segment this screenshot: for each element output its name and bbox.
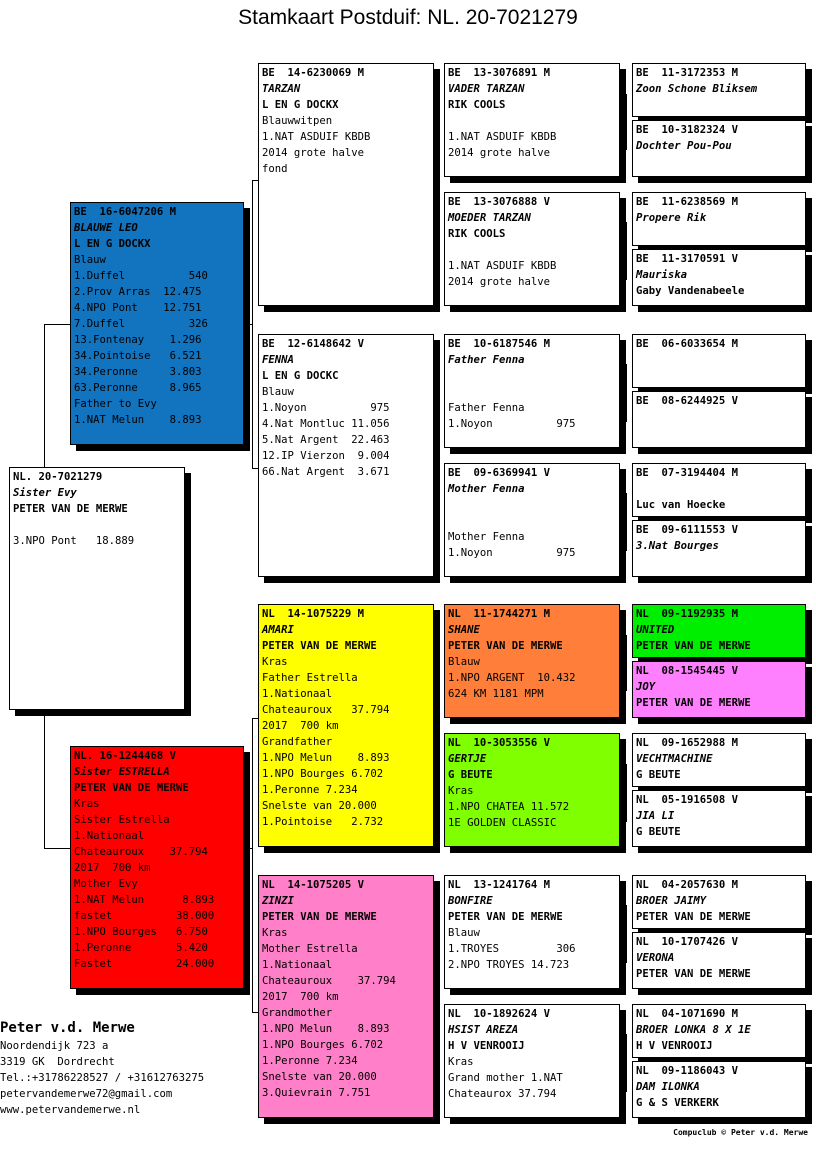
ring-number: BE 13-3076888 V (448, 196, 551, 208)
pigeon-name: BROER JAIMY (636, 895, 707, 907)
pedigree-card-sdd[interactable] (444, 463, 620, 577)
card-info-line: Blauw (262, 386, 294, 398)
breeder-name: G BEUTE (636, 826, 681, 838)
card-info-line: fond (262, 163, 288, 175)
pedigree-card-ssd[interactable] (444, 192, 620, 306)
ring-number: NL. 16-1244468 V (74, 750, 177, 762)
card-info-line: 1.NAT ASDUIF KBDB (448, 260, 557, 272)
connector (626, 222, 627, 280)
connector (438, 930, 439, 1058)
pedigree-card-dam[interactable] (70, 746, 244, 989)
pigeon-name: ZINZI (262, 895, 294, 907)
card-info-line: 1.Nationaal (262, 688, 333, 700)
connector (626, 635, 627, 691)
ring-number: BE 13-3076891 M (448, 67, 551, 79)
ring-number: NL 11-1744271 M (448, 608, 551, 620)
ring-number: BE 11-3172353 M (636, 67, 739, 79)
card-info-line: Chateauroux 37.794 (74, 846, 208, 858)
card-info-line: 1.Peronne 5.420 (74, 942, 208, 954)
card-info-line (448, 513, 616, 529)
ring-number: NL 14-1075229 M (262, 608, 365, 620)
pigeon-name: 3.Nat Bourges (636, 540, 719, 552)
owner-block (0, 1018, 204, 1118)
card-info-line: 1.NAT Melun 8.893 (74, 414, 202, 426)
breeder-name: H V VENROOIJ (448, 1040, 525, 1052)
card-info-line: Grandmother (262, 1007, 333, 1019)
card-info-line (448, 384, 616, 400)
ring-number: NL 04-1071690 M (636, 1008, 739, 1020)
pigeon-name: Father Fenna (448, 354, 525, 366)
card-info-line (448, 113, 616, 129)
pedigree-card-sire[interactable] (70, 202, 244, 445)
connector (626, 364, 627, 422)
connector (252, 718, 253, 1012)
breeder-name: PETER VAN DE MERWE (262, 640, 377, 652)
card-info-line: Mother Evy (74, 878, 138, 890)
pedigree-card-ddd[interactable] (444, 1004, 620, 1118)
connector (244, 848, 252, 849)
card-info-line: Chateauroux 37.794 (262, 704, 390, 716)
card-info-line: 1.Noyon 975 (448, 418, 576, 430)
breeder-name: Gaby Vandenabeele (636, 285, 745, 297)
card-info-line: Grandfather (262, 736, 333, 748)
ring-number: NL 09-1192935 M (636, 608, 739, 620)
pedigree-card-g12[interactable] (632, 790, 806, 847)
connector (626, 493, 627, 551)
connector (44, 324, 70, 325)
breeder-name: PETER VAN DE MERWE (74, 782, 189, 794)
breeder-name: PETER VAN DE MERWE (262, 911, 377, 923)
breeder-name: PETER VAN DE MERWE (636, 640, 751, 652)
connector (244, 324, 252, 325)
card-info-line: 4.Nat Montluc 11.056 (262, 418, 390, 430)
pigeon-name: FENNA (262, 354, 294, 366)
owner-website[interactable]: www.petervandemerwe.nl (0, 1104, 141, 1116)
card-info-line: 1.Peronne 7.234 (262, 784, 358, 796)
pigeon-name: HSIST AREZA (448, 1024, 519, 1036)
pedigree-card-g7[interactable] (632, 463, 806, 517)
breeder-name: PETER VAN DE MERWE (636, 911, 751, 923)
card-info-line: 66.Nat Argent 3.671 (262, 466, 390, 478)
pedigree-card-g9[interactable] (632, 604, 806, 658)
connector (438, 118, 439, 248)
card-info-line: Snelste van 20.000 (262, 800, 377, 812)
ring-number: BE 11-6238569 M (636, 196, 739, 208)
card-info-line: Snelste van 20.000 (262, 1071, 377, 1083)
pigeon-name: UNITED (636, 624, 675, 636)
connector (626, 94, 627, 150)
card-info-line: 2014 grote halve (448, 147, 551, 159)
ring-number: NL 13-1241764 M (448, 879, 551, 891)
ring-number: NL 14-1075205 V (262, 879, 365, 891)
pigeon-name: VERONA (636, 952, 675, 964)
pedigree-card-g2[interactable] (632, 120, 806, 177)
card-info-line: Mother Fenna (448, 531, 525, 543)
breeder-name: PETER VAN DE MERWE (448, 640, 563, 652)
card-info-line: Blauw (448, 656, 480, 668)
breeder-name: G & S VERKERK (636, 1097, 719, 1109)
card-info-line: Father to Evy (74, 398, 157, 410)
pigeon-name: BLAUWE LEO (74, 222, 138, 234)
connector (626, 764, 627, 822)
breeder-name: L EN G DOCKC (262, 370, 339, 382)
card-info-line: Blauw (74, 254, 106, 266)
card-info-line: Chateaurox 37.794 (448, 1088, 557, 1100)
card-info-line: 1.Noyon 975 (448, 547, 576, 559)
pigeon-name: BROER LONKA 8 X 1E (636, 1024, 751, 1036)
card-info-line: 4.NPO Pont 12.751 (74, 302, 202, 314)
pedigree-card-g15[interactable] (632, 1004, 806, 1058)
ring-number: NL 09-1652988 M (636, 737, 739, 749)
pedigree-card-dam-dam[interactable] (258, 875, 434, 1118)
card-info-line: 1.NPO Bourges 6.702 (262, 1039, 384, 1051)
breeder-name: G BEUTE (636, 769, 681, 781)
pedigree-card-subject[interactable] (9, 467, 185, 710)
card-info-line: 7.Duffel 326 (74, 318, 208, 330)
card-info-line: 2.NPO TROYES 14.723 (448, 959, 570, 971)
card-info-line: 3.Quievrain 7.751 (262, 1087, 371, 1099)
ring-number: NL 10-3053556 V (448, 737, 551, 749)
page-title: Stamkaart Postduif: NL. 20-7021279 (238, 6, 578, 29)
card-info-line: 12.IP Vierzon 9.004 (262, 450, 390, 462)
pigeon-name: Sister ESTRELLA (74, 766, 170, 778)
breeder-name (448, 497, 616, 513)
card-info-line: 13.Fontenay 1.296 (74, 334, 202, 346)
pedigree-card-g14[interactable] (632, 932, 806, 989)
card-info-line: Kras (74, 798, 100, 810)
pigeon-name: MOEDER TARZAN (448, 212, 531, 224)
owner-address: Noordendijk 723 a (0, 1040, 109, 1052)
breeder-name: G BEUTE (448, 769, 493, 781)
pedigree-card-g11[interactable] (632, 733, 806, 787)
breeder-name: PETER VAN DE MERWE (13, 503, 128, 515)
owner-city: 3319 GK Dordrecht (0, 1056, 115, 1068)
card-info-line: 1.NAT Melun 8.893 (74, 894, 215, 906)
card-info-line: Fastet 24.000 (74, 958, 215, 970)
breeder-name: Luc van Hoecke (636, 499, 726, 511)
card-info-line: Kras (448, 1056, 474, 1068)
owner-phone: Tel.:+31786228527 / +31612763275 (0, 1072, 205, 1084)
pedigree-card-dam-sire[interactable] (258, 604, 434, 847)
pigeon-name: DAM ILONKA (636, 1081, 700, 1093)
pedigree-card-dsd[interactable] (444, 733, 620, 847)
pedigree-card-dds[interactable] (444, 875, 620, 989)
breeder-name: L EN G DOCKX (74, 238, 151, 250)
card-info-line: Kras (262, 927, 288, 939)
card-info-line: 1.Nationaal (74, 830, 145, 842)
pedigree-card-g6[interactable] (632, 391, 806, 448)
card-info-line: 1.Peronne 7.234 (262, 1055, 358, 1067)
connector (44, 848, 70, 849)
breeder-name: H V VENROOIJ (636, 1040, 713, 1052)
pedigree-card-g10[interactable] (632, 661, 806, 718)
pigeon-name: VECHTMACHINE (636, 753, 713, 765)
ring-number: BE 06-6033654 M (636, 338, 739, 350)
ring-number: BE 09-6111553 V (636, 524, 739, 536)
card-info-line: Grand mother 1.NAT (448, 1072, 563, 1084)
pedigree-card-sds[interactable] (444, 334, 620, 448)
ring-number: BE 07-3194404 M (636, 467, 739, 479)
card-info-line: 34.Pointoise 6.521 (74, 350, 202, 362)
breeder-name: RIK COOLS (448, 99, 506, 111)
pigeon-name: JIA LI (636, 810, 675, 822)
card-info-line: 1.Nationaal (262, 959, 333, 971)
card-info-line: Blauwwitpen (262, 115, 333, 127)
ring-number: BE 10-3182324 V (636, 124, 739, 136)
pedigree-card-sire-sire[interactable] (258, 63, 434, 306)
pigeon-name: Zoon Schone Bliksem (636, 83, 758, 95)
card-info-line: Kras (262, 656, 288, 668)
ring-number: BE 08-6244925 V (636, 395, 739, 407)
ring-number: BE 11-3170591 V (636, 253, 739, 265)
card-info-line: 3.NPO Pont 18.889 (13, 535, 135, 547)
ring-number: NL 10-1707426 V (636, 936, 739, 948)
connector (252, 180, 253, 468)
connector (438, 405, 439, 533)
owner-name: Peter v.d. Merwe (0, 1020, 135, 1036)
card-info-line: 1.NPO Melun 8.893 (262, 1023, 390, 1035)
pigeon-name: VADER TARZAN (448, 83, 525, 95)
pedigree-card-dss[interactable] (444, 604, 620, 718)
connector (44, 710, 45, 848)
ring-number: NL 08-1545445 V (636, 665, 739, 677)
pedigree-card-sss[interactable] (444, 63, 620, 177)
ring-number: NL 09-1186043 V (636, 1065, 739, 1077)
ring-number: NL 05-1916508 V (636, 794, 739, 806)
card-info-line: 1.NPO CHATEA 11.572 (448, 801, 570, 813)
pigeon-name: JOY (636, 681, 656, 693)
card-info-line: Father Fenna (448, 402, 525, 414)
ring-number: BE 09-6369941 V (448, 467, 551, 479)
card-info-line: Mother Estrella (262, 943, 358, 955)
pigeon-name (636, 481, 802, 497)
card-info-line: 1.NAT ASDUIF KBDB (262, 131, 371, 143)
card-info-line: 1.TROYES 306 (448, 943, 576, 955)
card-info-line: 1.NPO Melun 8.893 (262, 752, 390, 764)
breeder-name: PETER VAN DE MERWE (636, 697, 751, 709)
card-info-line: 1.NPO Bourges 6.750 (74, 926, 208, 938)
card-info-line: 2014 grote halve (262, 147, 365, 159)
card-info-line: 2017 700 km (262, 720, 339, 732)
card-info-line (13, 517, 181, 533)
card-info-line: 1.NAT ASDUIF KBDB (448, 131, 557, 143)
breeder-name (448, 368, 616, 384)
card-info-line: 2014 grote halve (448, 276, 551, 288)
card-info-line: 34.Peronne 3.803 (74, 366, 202, 378)
card-info-line: 1.Noyon 975 (262, 402, 390, 414)
card-info-line: 1.Pointoise 2.732 (262, 816, 384, 828)
card-info-line: Chateauroux 37.794 (262, 975, 396, 987)
pedigree-card-g1[interactable] (632, 63, 806, 117)
card-info-line: Kras (448, 785, 474, 797)
card-info-line: 1.NPO ARGENT 10.432 (448, 672, 576, 684)
pedigree-card-g5[interactable] (632, 334, 806, 388)
footer-credit: Compuclub © Peter v.d. Merwe (673, 1128, 808, 1137)
pigeon-name: BONFIRE (448, 895, 493, 907)
ring-number: BE 14-6230069 M (262, 67, 365, 79)
card-info-line: Blauw (448, 927, 480, 939)
pigeon-name: AMARI (262, 624, 294, 636)
ring-number: BE 12-6148642 V (262, 338, 365, 350)
pigeon-name: Mother Fenna (448, 483, 525, 495)
card-info-line: 624 KM 1181 MPM (448, 688, 544, 700)
pigeon-name: Mauriska (636, 269, 688, 281)
card-info-line: 63.Peronne 8.965 (74, 382, 202, 394)
pigeon-name: Dochter Pou-Pou (636, 140, 732, 152)
card-info-line: 2017 700 km (262, 991, 339, 1003)
pedigree-card-g3[interactable] (632, 192, 806, 246)
pedigree-card-g16[interactable] (632, 1061, 806, 1118)
card-info-line: Father Estrella (262, 672, 358, 684)
pigeon-name: GERTJE (448, 753, 487, 765)
ring-number: NL. 20-7021279 (13, 471, 103, 483)
connector (626, 1034, 627, 1092)
card-info-line: 2017 700 km (74, 862, 151, 874)
card-info-line: fastet 38.000 (74, 910, 215, 922)
card-info-line: Sister Estrella (74, 814, 170, 826)
breeder-name: PETER VAN DE MERWE (448, 911, 563, 923)
card-info-line: 1E GOLDEN CLASSIC (448, 817, 557, 829)
pedigree-card-g4[interactable] (632, 249, 806, 306)
card-info-line (448, 242, 616, 258)
pedigree-card-g8[interactable] (632, 520, 806, 577)
ring-number: NL 10-1892624 V (448, 1008, 551, 1020)
pigeon-name: Sister Evy (13, 487, 77, 499)
connector (438, 660, 439, 786)
pigeon-name: SHANE (448, 624, 480, 636)
card-info-line: 1.NPO Bourges 6.702 (262, 768, 384, 780)
connector (626, 905, 627, 963)
connector (44, 324, 45, 467)
breeder-name: RIK COOLS (448, 228, 506, 240)
card-info-line: 5.Nat Argent 22.463 (262, 434, 390, 446)
ring-number: BE 16-6047206 M (74, 206, 177, 218)
card-info-line: 2.Prov Arras 12.475 (74, 286, 202, 298)
pedigree-card-g13[interactable] (632, 875, 806, 929)
pigeon-name: Propere Rik (636, 212, 707, 224)
pedigree-card-sire-dam[interactable] (258, 334, 434, 577)
ring-number: NL 04-2057630 M (636, 879, 739, 891)
breeder-name: PETER VAN DE MERWE (636, 968, 751, 980)
ring-number: BE 10-6187546 M (448, 338, 551, 350)
pigeon-name: TARZAN (262, 83, 301, 95)
owner-email[interactable]: petervandemerwe72@gmail.com (0, 1088, 173, 1100)
card-info-line: 1.Duffel 540 (74, 270, 208, 282)
breeder-name: L EN G DOCKX (262, 99, 339, 111)
